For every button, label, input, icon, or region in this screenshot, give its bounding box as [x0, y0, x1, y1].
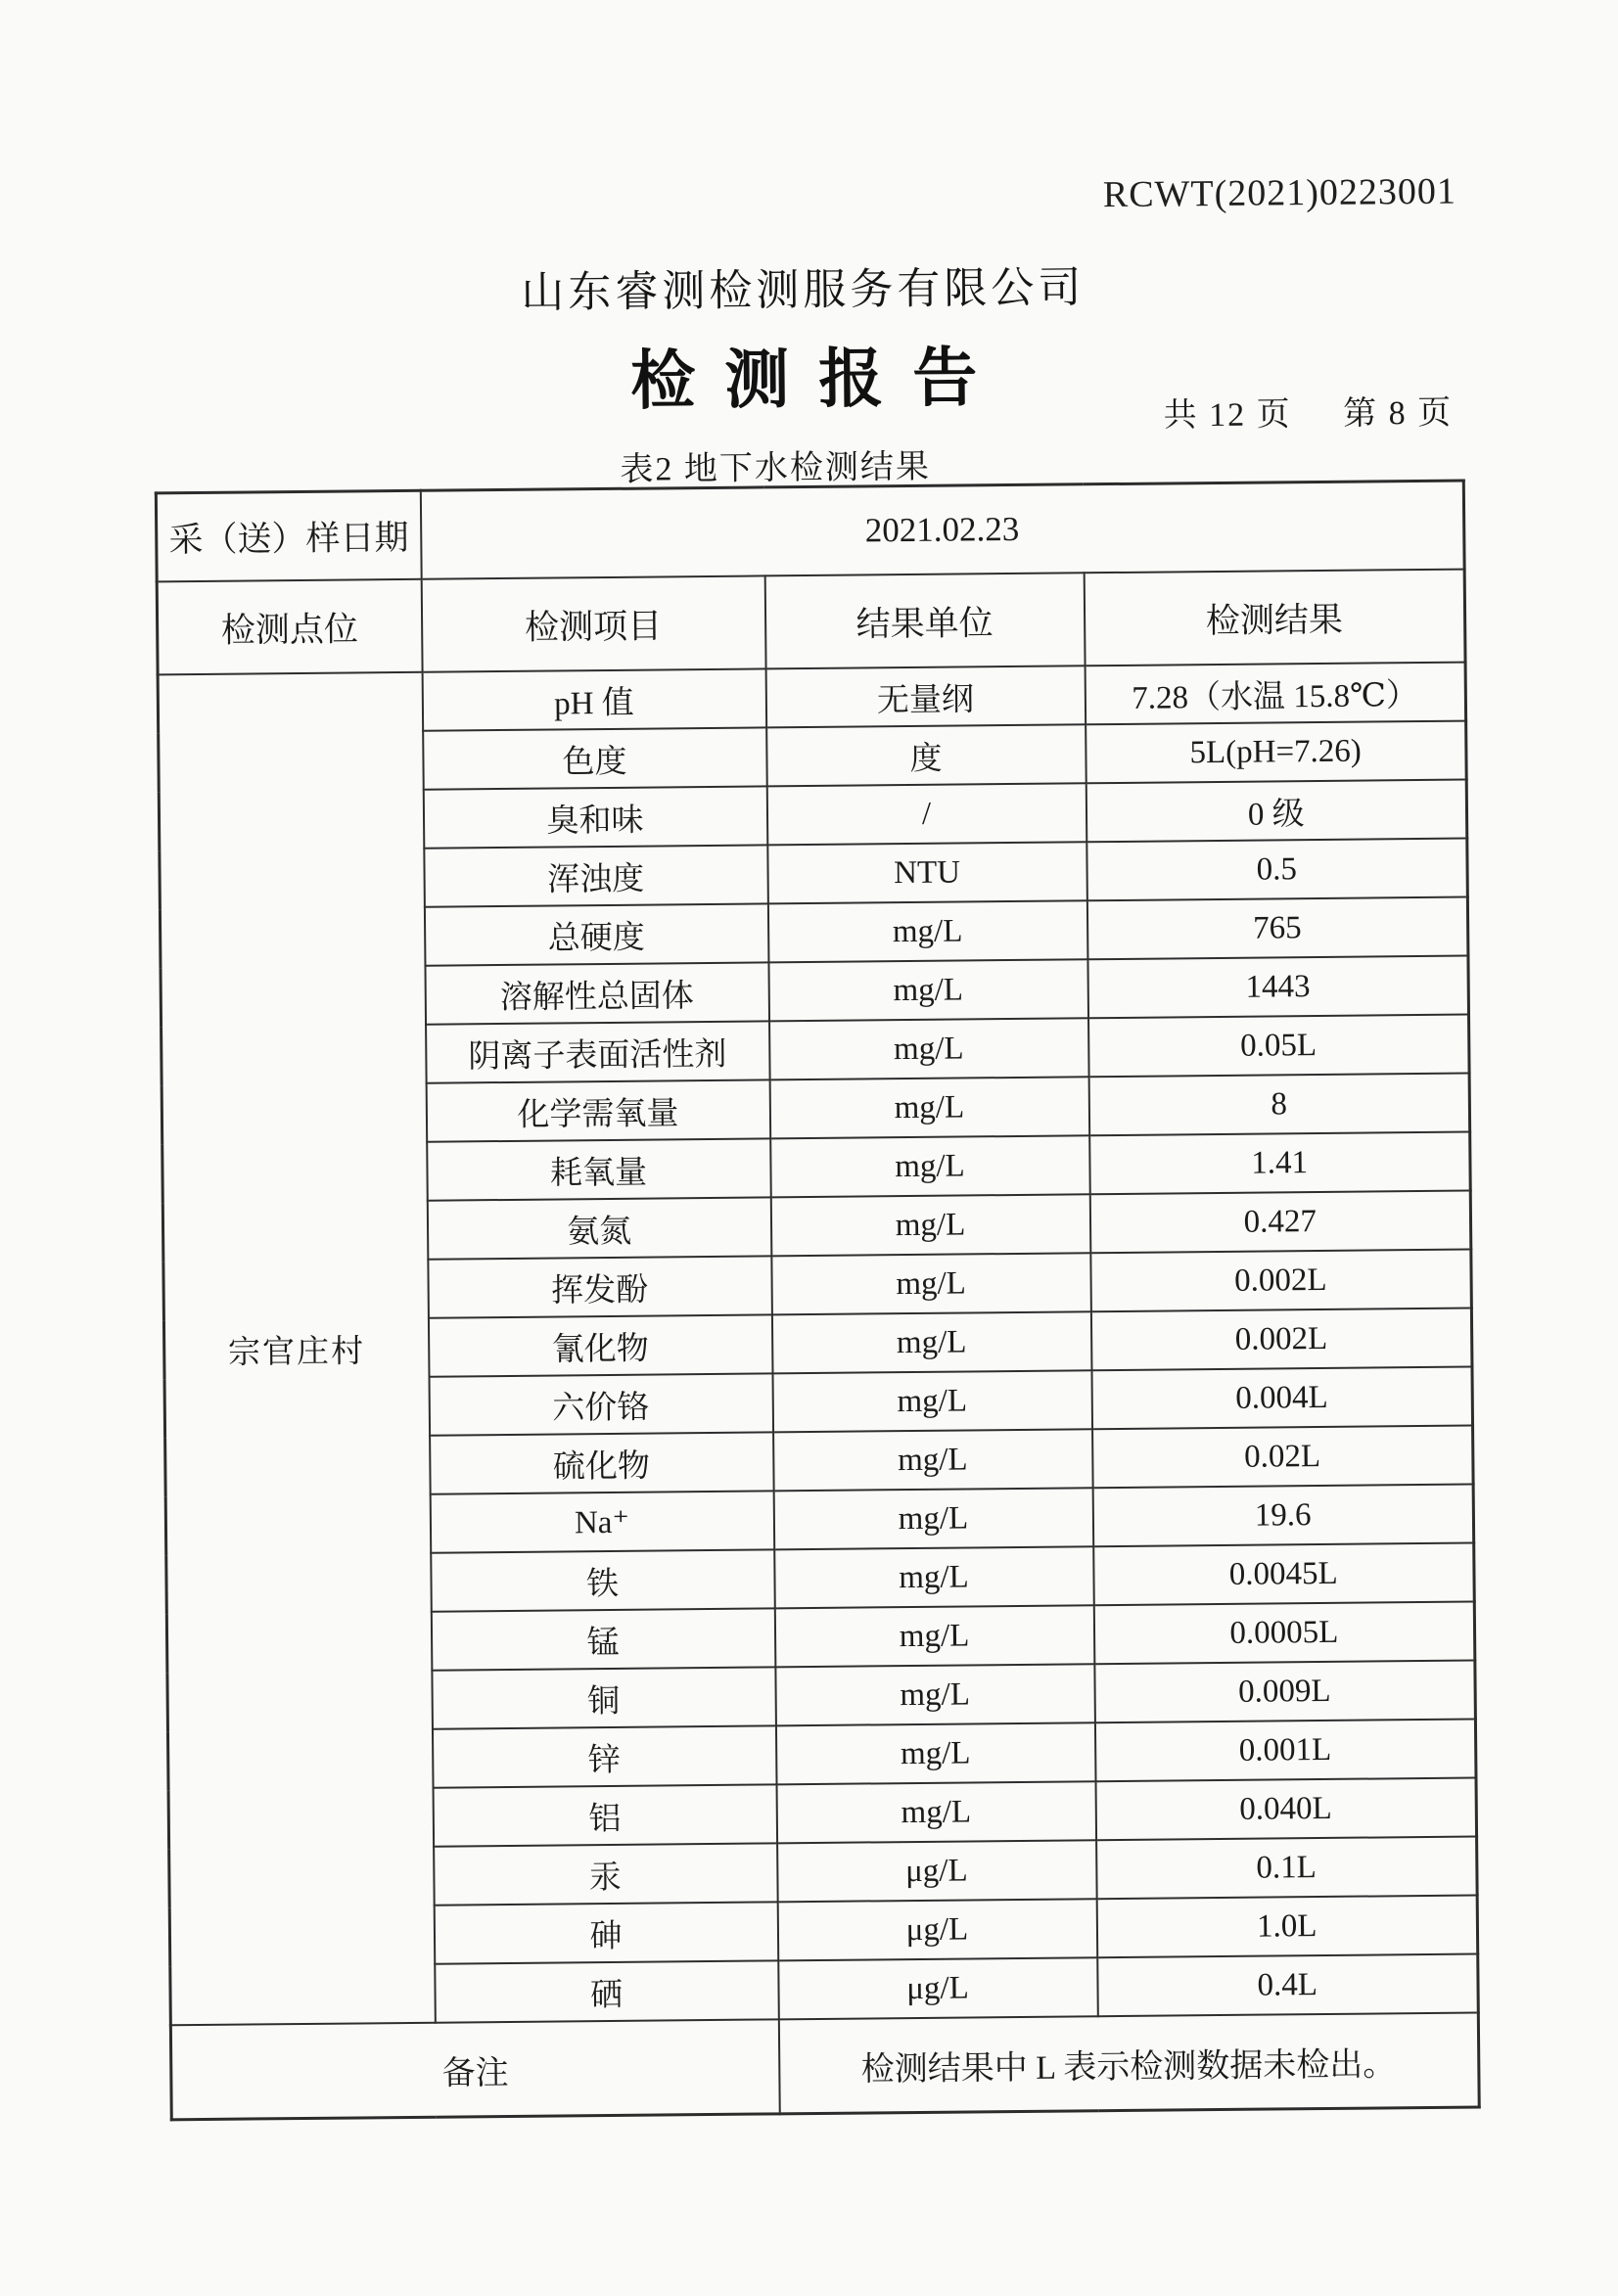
cell-unit: mg/L — [775, 1722, 1095, 1784]
cell-item: 浑浊度 — [424, 845, 768, 906]
cell-item: 铁 — [431, 1549, 775, 1611]
cell-item: 硒 — [435, 1960, 779, 2022]
cell-item: 耗氧量 — [427, 1138, 771, 1200]
cell-unit: mg/L — [770, 1194, 1090, 1256]
cell-unit: μg/L — [777, 1840, 1097, 1902]
pages-total: 共 12 页 — [1163, 396, 1292, 435]
cell-result: 0 级 — [1086, 780, 1467, 843]
cell-item: 挥发酚 — [428, 1256, 772, 1317]
cell-unit: mg/L — [773, 1488, 1093, 1549]
cell-item: 氰化物 — [428, 1314, 772, 1376]
cell-item: pH 值 — [422, 668, 766, 730]
column-header-unit: 结果单位 — [764, 573, 1085, 668]
cell-unit: mg/L — [771, 1253, 1091, 1314]
cell-item: 臭和味 — [423, 786, 767, 848]
cell-result: 0.4L — [1097, 1953, 1479, 2016]
cell-result: 0.004L — [1091, 1367, 1473, 1430]
cell-unit: mg/L — [769, 1018, 1089, 1079]
cell-unit: mg/L — [774, 1605, 1094, 1667]
cell-unit: mg/L — [768, 959, 1088, 1021]
site-cell: 宗官庄村 — [158, 672, 435, 2026]
sample-date-row — [156, 481, 1464, 581]
cell-result: 1.0L — [1096, 1895, 1478, 1957]
report-title-text: 检测报告 — [629, 343, 1007, 418]
cell-result: 8 — [1088, 1074, 1470, 1136]
column-header-site: 检测点位 — [157, 579, 422, 675]
cell-unit: NTU — [767, 842, 1087, 903]
cell-unit: mg/L — [773, 1429, 1093, 1491]
column-header-result: 检测结果 — [1084, 570, 1465, 666]
cell-unit: / — [766, 783, 1086, 845]
cell-unit: μg/L — [777, 1899, 1097, 1960]
cell-unit: mg/L — [770, 1135, 1090, 1197]
cell-unit: 度 — [766, 724, 1086, 786]
cell-item: 阴离子表面活性剂 — [426, 1021, 770, 1082]
cell-unit: μg/L — [778, 1957, 1098, 2019]
cell-result: 0.1L — [1096, 1836, 1478, 1899]
cell-item: 总硬度 — [424, 903, 768, 965]
column-header-item: 检测项目 — [421, 575, 765, 671]
cell-result: 5L(pH=7.26) — [1086, 721, 1467, 784]
cell-result: 0.002L — [1090, 1250, 1472, 1312]
company-name: 山东睿测检测服务有限公司 — [521, 263, 1086, 317]
remark-row — [170, 2012, 1479, 2119]
cell-result: 0.002L — [1090, 1309, 1472, 1371]
cell-item: 色度 — [423, 727, 767, 789]
cell-result: 765 — [1086, 897, 1468, 960]
cell-item: 锌 — [432, 1725, 776, 1787]
cell-item: 汞 — [434, 1843, 778, 1905]
sample-date-value: 2021.02.23 — [420, 481, 1464, 579]
cell-result: 1443 — [1087, 956, 1469, 1019]
cell-result: 7.28（水温 15.8℃） — [1085, 663, 1466, 725]
remark-label: 备注 — [170, 2019, 779, 2119]
cell-result: 0.009L — [1094, 1661, 1476, 1723]
results-table — [155, 480, 1481, 2122]
cell-item: 溶解性总固体 — [425, 962, 769, 1024]
table-caption: 表2 地下水检测结果 — [620, 448, 932, 488]
cell-item: 锰 — [431, 1608, 775, 1670]
cell-item: 砷 — [434, 1902, 778, 1963]
cell-result: 0.0045L — [1093, 1543, 1475, 1606]
cell-result: 0.5 — [1086, 839, 1468, 901]
cell-item: Na⁺ — [430, 1491, 774, 1552]
remark-text: 检测结果中 L 表示检测数据未检出。 — [778, 2012, 1479, 2113]
cell-item: 六价铬 — [429, 1373, 773, 1435]
cell-item: 氨氮 — [427, 1197, 771, 1259]
cell-unit: 无量纲 — [765, 666, 1086, 727]
cell-result: 0.0005L — [1093, 1602, 1475, 1665]
sample-date-label: 采（送）样日期 — [156, 490, 421, 581]
cell-unit: mg/L — [771, 1311, 1091, 1373]
cell-result: 0.02L — [1092, 1426, 1474, 1489]
page-indicator — [1163, 386, 1453, 436]
cell-result: 0.001L — [1094, 1720, 1476, 1782]
cell-unit: mg/L — [769, 1077, 1089, 1138]
cell-item: 铝 — [433, 1784, 777, 1846]
page-current: 第 8 页 — [1342, 394, 1454, 433]
cell-unit: mg/L — [767, 900, 1087, 962]
cell-result: 0.040L — [1095, 1777, 1477, 1840]
cell-item: 硫化物 — [430, 1432, 774, 1493]
cell-unit: mg/L — [774, 1546, 1094, 1608]
cell-item: 铜 — [432, 1667, 776, 1728]
report-number: RCWT(2021)0223001 — [1102, 170, 1457, 216]
cell-unit: mg/L — [775, 1664, 1095, 1725]
cell-unit: mg/L — [772, 1370, 1092, 1432]
cell-result: 0.05L — [1088, 1015, 1470, 1078]
cell-item: 化学需氧量 — [426, 1079, 770, 1141]
cell-result: 1.41 — [1089, 1132, 1471, 1195]
cell-unit: mg/L — [776, 1781, 1096, 1843]
column-header-row — [157, 570, 1465, 675]
cell-result: 0.427 — [1089, 1191, 1471, 1254]
cell-result: 19.6 — [1092, 1485, 1474, 1547]
